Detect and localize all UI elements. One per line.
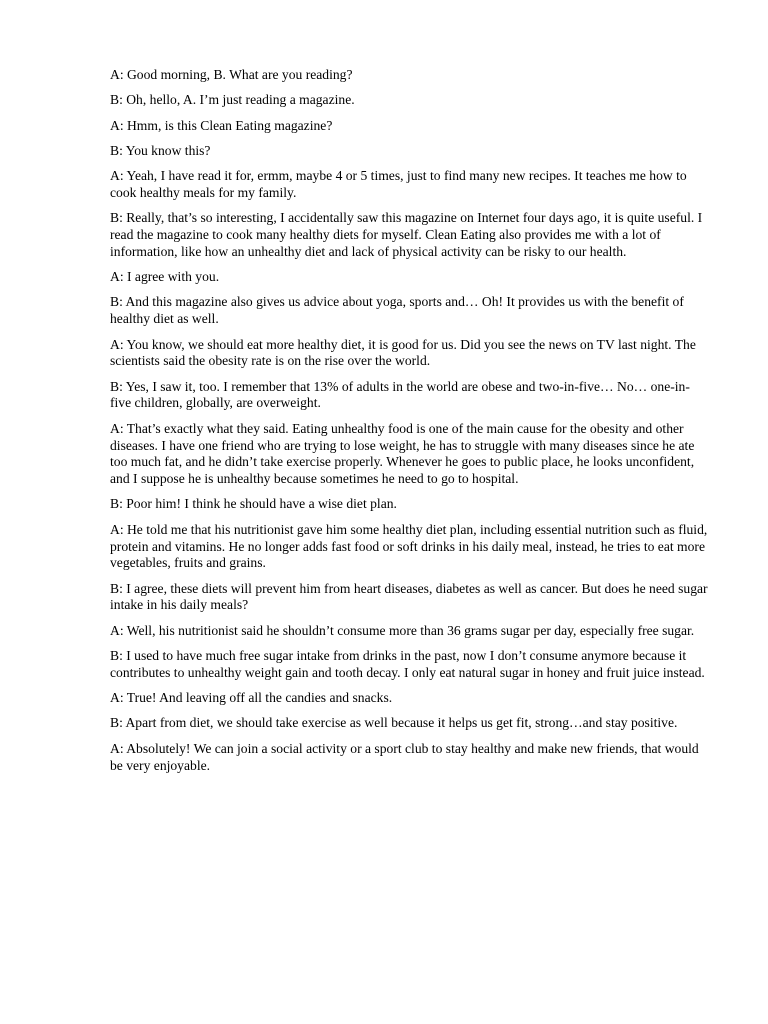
dialogue-paragraph: A: Well, his nutritionist said he shouldn’t consume more than 36 grams sugar per day, especially free sugar.	[110, 622, 695, 638]
dialogue-paragraph: A: He told me that his nutritionist gave him some healthy diet plan, including essential nutrition such as fluid, protein and vitamins. He no longer adds fast food or soft drinks in his daily meal, instead, he tries to eat more vegetables, fruits and grains.	[110, 521, 708, 571]
dialogue-paragraph: B: And this magazine also gives us advice about yoga, sports and… Oh! It provides us with the benefit of healthy diet as well.	[110, 294, 684, 327]
dialogue-paragraph: B: Really, that’s so interesting, I accidentally saw this magazine on Internet four days ago, it is quite useful. I read the magazine to cook many healthy diets for myself. Clean Eating also provides me with a lot of information, like how an unhealthy diet and lack of physical activity can be risky to our health.	[110, 210, 703, 259]
dialogue-paragraph: B: Poor him! I think he should have a wise diet plan.	[110, 496, 397, 512]
dialogue-paragraph: A: Hmm, is this Clean Eating magazine?	[110, 117, 333, 133]
dialogue-paragraph: B: Yes, I saw it, too. I remember that 13% of adults in the world are obese and two-in-five… No… one-in-five children, globally, are overweight.	[110, 378, 690, 411]
dialogue-paragraph: A: Absolutely! We can join a social activity or a sport club to stay healthy and make new friends, that would be very enjoyable.	[110, 740, 699, 773]
dialogue-paragraph: B: Oh, hello, A. I’m just reading a magazine.	[110, 92, 355, 108]
dialogue-paragraph: B: Apart from diet, we should take exercise as well because it helps us get fit, strong…and stay positive.	[110, 715, 678, 731]
dialogue-paragraph: A: True! And leaving off all the candies and snacks.	[110, 690, 393, 706]
dialogue-paragraph: A: You know, we should eat more healthy diet, it is good for us. Did you see the news on TV last night. The scientists said the obesity rate is on the rise over the world.	[110, 336, 696, 369]
dialogue-paragraph: A: Good morning, B. What are you reading?	[110, 67, 353, 82]
dialogue-paragraph: B: You know this?	[110, 142, 211, 158]
dialogue-paragraph: A: Yeah, I have read it for, ermm, maybe 4 or 5 times, just to find many new recipes. It teaches me how to cook healthy meals for my family.	[110, 168, 687, 200]
dialogue-paragraph: A: That’s exactly what they said. Eating unhealthy food is one of the main cause for the obesity and other diseases. I have one friend who are trying to lose weight, he has to struggle with many diseases since he ate too much fat, and he didn’t take exercise properly. Whenever he goes to public place, he looks unconfident, and I suppose he is unhealthy because sometimes he need to go to hospital.	[110, 420, 695, 487]
dialogue-paragraph: A: I agree with you.	[110, 269, 220, 285]
dialogue-paragraph: B: I used to have much free sugar intake from drinks in the past, now I don’t consume anymore because it contributes to unhealthy weight gain and tooth decay. I only eat natural sugar in honey and fruit juice instead.	[110, 648, 705, 680]
dialogue-paragraph: B: I agree, these diets will prevent him from heart diseases, diabetes as well as cancer. But does he need sugar intake in his daily meals?	[110, 580, 708, 613]
